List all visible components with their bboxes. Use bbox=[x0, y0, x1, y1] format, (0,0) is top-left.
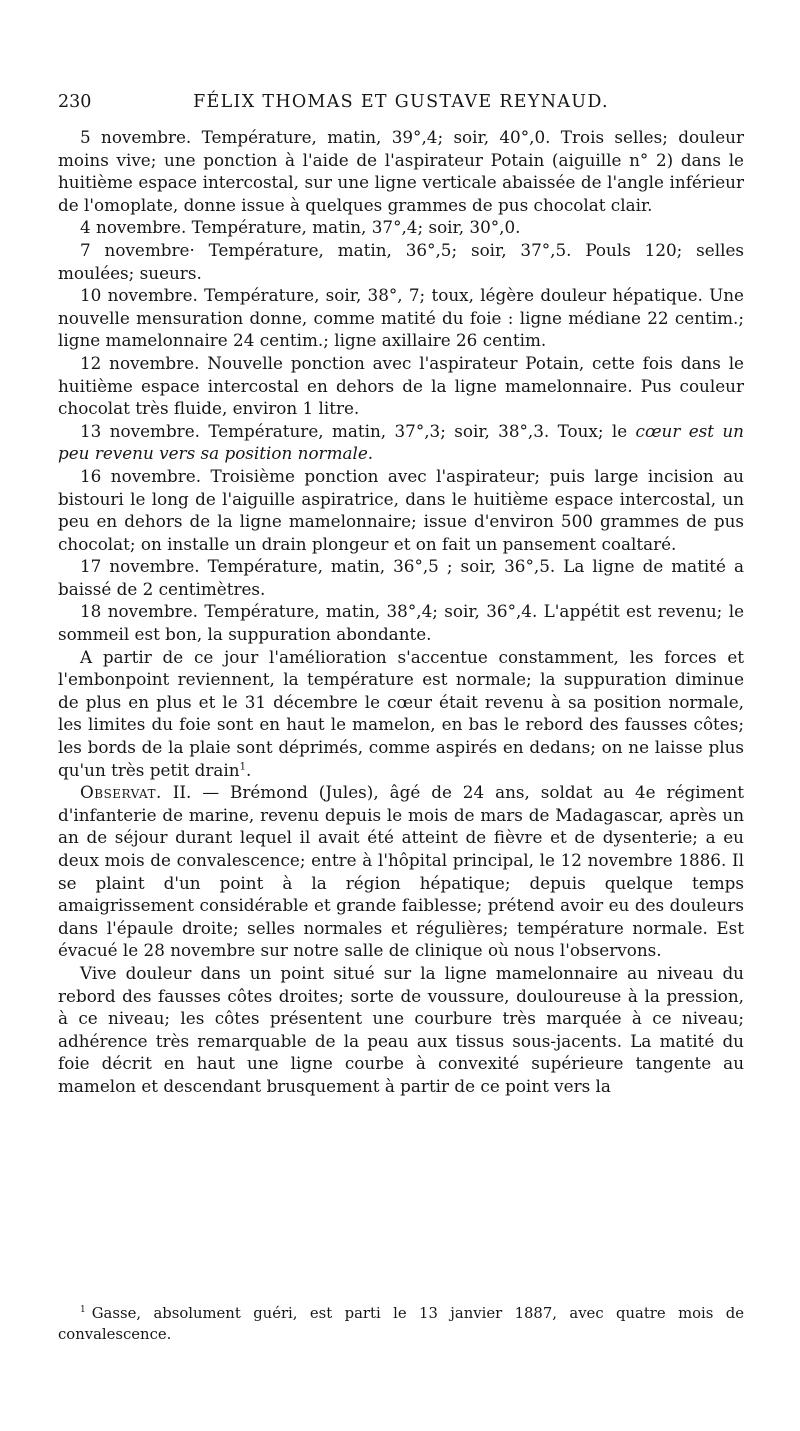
page-header bbox=[58, 90, 744, 114]
body-text bbox=[58, 126, 744, 1098]
footnote-text: Gasse, absolument guéri, est parti le 13 janvier 1887, avec quatre mois de convalescence. bbox=[58, 1305, 744, 1343]
paragraph-nov-4 bbox=[58, 216, 744, 239]
paragraph-text: 18 novembre. Température, matin, 38°,4; soir, 36°,4. L'appétit est revenu; le sommeil est bon, la suppuration abondante. bbox=[58, 601, 744, 645]
paragraph-text: Vive douleur dans un point situé sur la ligne mamelonnaire au niveau du rebord des fausses côtes droites; sorte de voussure, douloureuse à la pression, à ce niveau; les côtes présentent une courbure très marquée à ce niveau; adhérence très remarquable de la peau aux tissus sous-jacents. La matité du foie décrit en haut une ligne courbe à convexité supérieure tangente au mamelon et descendant brusquement à partir de ce point vers la bbox=[58, 962, 744, 1096]
paragraph-nov-10 bbox=[58, 284, 744, 352]
footnote bbox=[58, 1304, 744, 1345]
paragraph-text: 4 novembre. Température, matin, 37°,4; soir, 30°,0. bbox=[80, 217, 521, 238]
paragraph-nov-18 bbox=[58, 600, 744, 645]
paragraph-examination bbox=[58, 962, 744, 1098]
paragraph-text: 13 novembre. Température, matin, 37°,3; soir, 38°,3. Toux; le bbox=[80, 420, 636, 441]
paragraph-text: 7 novembre· Température, matin, 36°,5; soir, 37°,5. Pouls 120; selles moulées; sueurs. bbox=[58, 239, 744, 283]
paragraph-nov-7 bbox=[58, 239, 744, 284]
paragraph-text: 16 novembre. Troisième ponction avec l'aspirateur; puis large incision au bistouri le long de l'aiguille aspiratrice, dans le huitième espace intercostal, un peu en dehors de la ligne mamelonnaire; issue d'environ 500 grammes de pus chocolat; on installe un drain plongeur et on fait un pansement coaltaré. bbox=[58, 465, 744, 554]
paragraph-improvement bbox=[58, 646, 744, 782]
paragraph-text: 17 novembre. Température, matin, 36°,5 ; soir, 36°,5. La ligne de matité a baissé de 2 centimètres. bbox=[58, 556, 744, 599]
italic-text: cœur est un peu revenu vers sa position normale. bbox=[58, 420, 744, 464]
footnote-reference: 1 bbox=[239, 761, 246, 773]
paragraph-text: II. — Brémond (Jules), âgé de 24 ans, soldat au 4e régiment d'infanterie de marine, revenu depuis le mois de mars de Madagascar, après un an de séjour durant lequel il avait été atteint de fièvre et de dysenterie; a eu deux mois de convalescence; entre à l'hôpital principal, le 12 novembre 1886. Il se plaint d'un point à la région hépatique; depuis quelque temps amaigrissement considérable et grande faiblesse; prétend avoir eu des douleurs dans l'épaule droite; selles normales et régulières; température normale. Est évacué le 28 novembre sur notre salle de clinique où nous l'observons. bbox=[58, 782, 744, 961]
paragraph-nov-5 bbox=[58, 126, 744, 216]
paragraph-text: 10 novembre. Température, soir, 38°, 7; toux, légère douleur hépatique. Une nouvelle mensuration donne, comme matité du foie : ligne médiane 22 centim.; ligne mamelonnaire 24 centim.; ligne axillaire 26 centim. bbox=[58, 285, 744, 351]
paragraph-nov-17 bbox=[58, 555, 744, 600]
page-number: 230 bbox=[58, 92, 92, 112]
observation-label: Observat. bbox=[80, 782, 162, 803]
paragraph-nov-16 bbox=[58, 465, 744, 555]
paragraph-text: . bbox=[245, 759, 252, 780]
paragraph-text: 12 novembre. Nouvelle ponction avec l'aspirateur Potain, cette fois dans le huitième espace intercostal en dehors de la ligne mamelonnaire. Pus couleur chocolat très fluide, environ 1 litre. bbox=[58, 352, 744, 419]
footnote-paragraph bbox=[58, 1304, 744, 1345]
running-title: FÉLIX THOMAS ET GUSTAVE REYNAUD. bbox=[193, 92, 609, 112]
paragraph-text: 5 novembre. Température, matin, 39°,4; soir, 40°,0. Trois selles; douleur moins vive; une ponction à l'aide de l'aspirateur Potain (aiguille n° 2) dans le huitième espace intercostal, sur une ligne verticale abaissée de l'angle inférieur de l'omoplate, donne issue à quelques grammes de pus chocolat clair. bbox=[58, 127, 744, 215]
paragraph-text: A partir de ce jour l'amélioration s'accentue constamment, les forces et l'embonpoint reviennent, la température est normale; la suppuration diminue de plus en plus et le 31 décembre le cœur était revenu à sa position normale, les limites du foie sont en haut le mamelon, en bas le rebord des fausses côtes; les bords de la plaie sont déprimés, comme aspirés en dedans; on ne laisse plus qu'un très petit drain bbox=[58, 646, 744, 780]
paragraph-observation-2 bbox=[58, 781, 744, 962]
paragraph-nov-12 bbox=[58, 352, 744, 420]
footnote-mark: 1 bbox=[80, 1305, 86, 1316]
paragraph-nov-13 bbox=[58, 420, 744, 465]
